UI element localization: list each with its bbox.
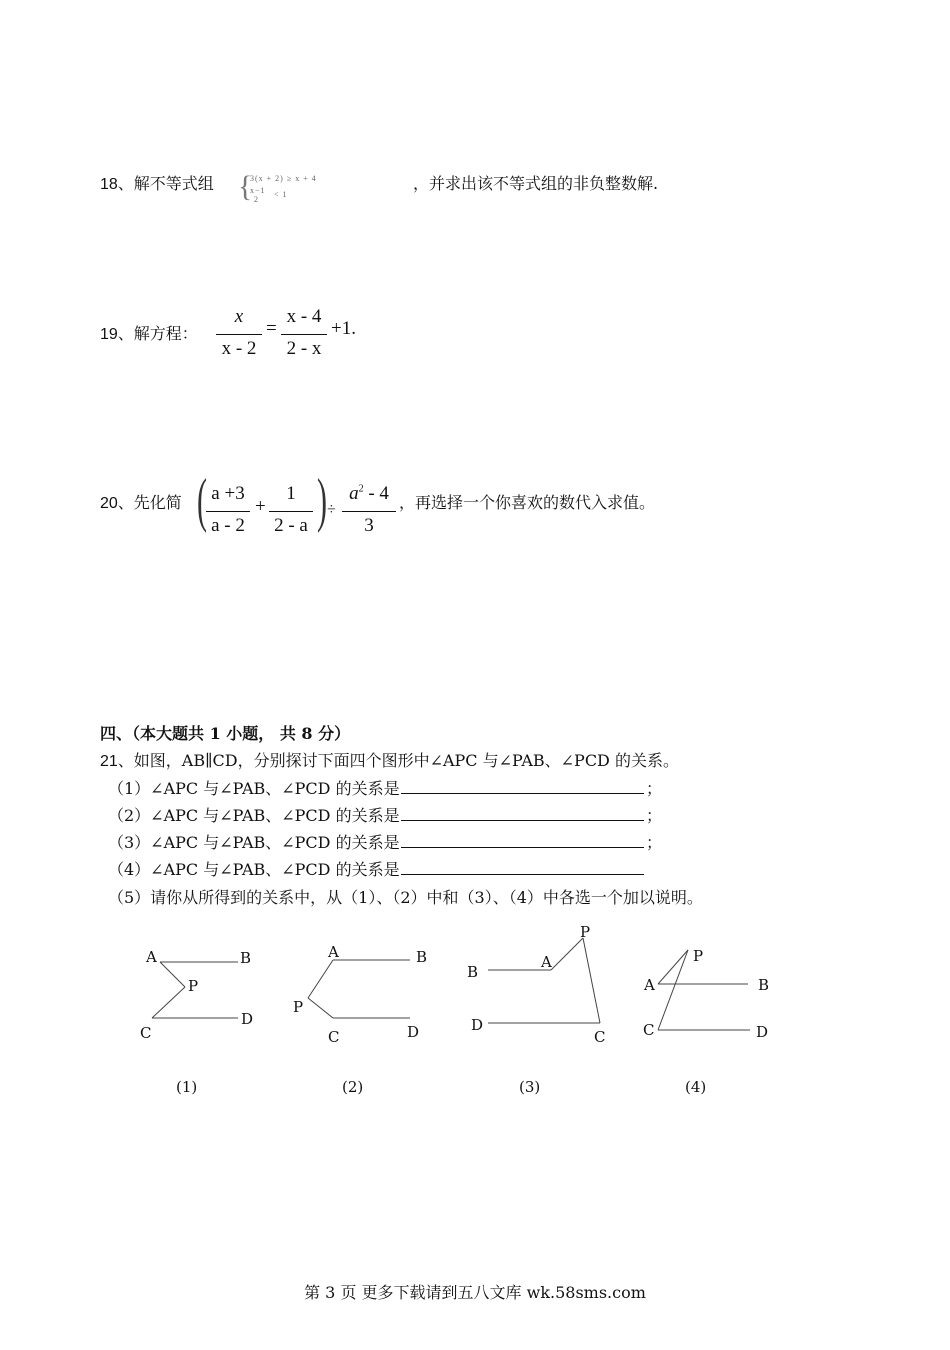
fraction-bar <box>216 334 262 335</box>
fig3-label-b: B <box>467 963 479 981</box>
answer-blank-1[interactable] <box>401 793 644 794</box>
item-1-end: ； <box>646 779 663 798</box>
fig4-line-pc <box>658 950 688 1030</box>
fig3-line-ap <box>551 938 583 970</box>
fig4-label-c: C <box>643 1021 655 1039</box>
fig2-label-p: P <box>293 998 304 1016</box>
item-4-label: （4）∠APC 与∠PAB、∠PCD 的关系是 <box>108 860 400 879</box>
fig1-label-b: B <box>240 949 252 967</box>
answer-blank-2[interactable] <box>401 820 644 821</box>
fig4-label-b: B <box>758 976 770 994</box>
denominator: 3 <box>364 515 374 536</box>
page-footer: 第 3 页 更多下载请到五八文库 wk.58sms.com <box>304 1283 646 1302</box>
question-21 <box>100 748 679 771</box>
fig1-label-c: C <box>140 1024 152 1042</box>
fig3-caption: (3) <box>519 1078 541 1096</box>
fig4-label-p: P <box>693 947 704 965</box>
inequality-system <box>238 170 413 206</box>
section-heading: 四、（本大题共 1 小题， 共 8 分） <box>100 724 351 743</box>
base: a <box>349 483 359 504</box>
item-3-end: ； <box>646 833 663 852</box>
fig2-caption: (2) <box>342 1078 364 1096</box>
question-number: 19 <box>100 326 118 343</box>
fig3-line-pc <box>583 938 600 1023</box>
denominator: a - 2 <box>211 515 245 536</box>
numerator: 1 <box>286 483 296 504</box>
question-20 <box>100 490 182 513</box>
left-paren: ( <box>196 467 207 533</box>
fig2-label-b: B <box>416 948 428 966</box>
inequality-line-2-rhs: < 1 <box>274 190 288 199</box>
item-2-end: ； <box>646 806 663 825</box>
fig2-label-c: C <box>328 1028 340 1046</box>
fraction-bar <box>281 334 327 335</box>
question-prefix: 、解方程： <box>117 324 198 343</box>
fig2-label-a: A <box>328 943 339 961</box>
question-prefix: 、先化简 <box>117 493 182 512</box>
question-19 <box>100 321 198 344</box>
fig1-label-p: P <box>188 977 199 995</box>
exponent: 2 <box>358 483 364 495</box>
fig1-label-d: D <box>241 1010 254 1028</box>
fig2-label-d: D <box>407 1023 420 1041</box>
denominator: 2 - a <box>274 515 308 536</box>
fraction-x-over-x-2 <box>214 306 264 360</box>
fig2-line-ap <box>308 960 333 998</box>
plus-one: +1. <box>331 318 356 339</box>
right-paren: ) <box>316 467 327 533</box>
fig1-label-a: A <box>146 948 157 966</box>
fig1-line-ap <box>160 962 185 987</box>
answer-blank-4[interactable] <box>401 874 644 875</box>
question-number: 21 <box>100 753 118 770</box>
question-18-suffix: ，并求出该不等式组的非负整数解. <box>413 174 659 193</box>
denominator: 2 - x <box>286 338 322 359</box>
fig3-label-d: D <box>471 1016 484 1034</box>
fraction-x-4-over-2-x <box>279 306 329 360</box>
numerator <box>340 483 398 507</box>
question-number: 18 <box>100 176 118 193</box>
fraction-bar <box>342 511 396 512</box>
question-20-suffix: ，再选择一个你喜欢的数代入求值。 <box>399 493 656 512</box>
fig3-label-a: A <box>541 953 552 971</box>
numerator: x <box>234 306 244 327</box>
rest: - 4 <box>363 483 389 504</box>
denominator: x - 2 <box>221 338 257 359</box>
fig1-line-pc <box>152 987 185 1018</box>
division-sign: ÷ <box>327 501 336 518</box>
fig4-label-d: D <box>756 1023 769 1041</box>
geometry-figures <box>0 910 950 1110</box>
item-5: （5）请你从所得到的关系中，从（1）、（2）中和（3）、（4）中各选一个加以说明。 <box>108 888 703 907</box>
fig2-line-pc <box>308 998 333 1018</box>
item-2-label: （2）∠APC 与∠PAB、∠PCD 的关系是 <box>108 806 400 825</box>
fraction-1-over-2a <box>267 483 315 537</box>
numerator: a +3 <box>211 483 245 504</box>
question-prefix: 、解不等式组 <box>117 174 214 193</box>
question-stem: 、如图，AB∥CD，分别探讨下面四个图形中∠APC 与∠PAB、∠PCD 的关系。 <box>117 751 679 770</box>
fraction-a3-over-a2 <box>204 483 252 537</box>
plus-sign: + <box>255 496 266 517</box>
item-1-label: （1）∠APC 与∠PAB、∠PCD 的关系是 <box>108 779 400 798</box>
fig4-label-a: A <box>644 976 655 994</box>
fig3-label-c: C <box>594 1028 606 1046</box>
inequality-line-1: 3(x + 2) ≥ x + 4 <box>250 174 317 183</box>
fraction-a2-4-over-3 <box>340 483 398 537</box>
item-3-label: （3）∠APC 与∠PAB、∠PCD 的关系是 <box>108 833 400 852</box>
question-18 <box>100 171 214 194</box>
numerator: x - 4 <box>286 306 322 327</box>
fraction-bar <box>269 511 313 512</box>
answer-blank-3[interactable] <box>401 847 644 848</box>
fig3-label-p: P <box>580 923 591 941</box>
question-number: 20 <box>100 495 118 512</box>
fig4-line-ap <box>658 950 688 984</box>
fraction-bar <box>206 511 250 512</box>
left-brace: { <box>238 170 253 203</box>
equals-sign: = <box>266 318 277 339</box>
fig4-caption: (4) <box>685 1078 707 1096</box>
inequality-line-2-num: x−1 <box>250 186 266 195</box>
fig1-caption: (1) <box>176 1078 198 1096</box>
inequality-line-2-den: 2 <box>254 195 259 204</box>
